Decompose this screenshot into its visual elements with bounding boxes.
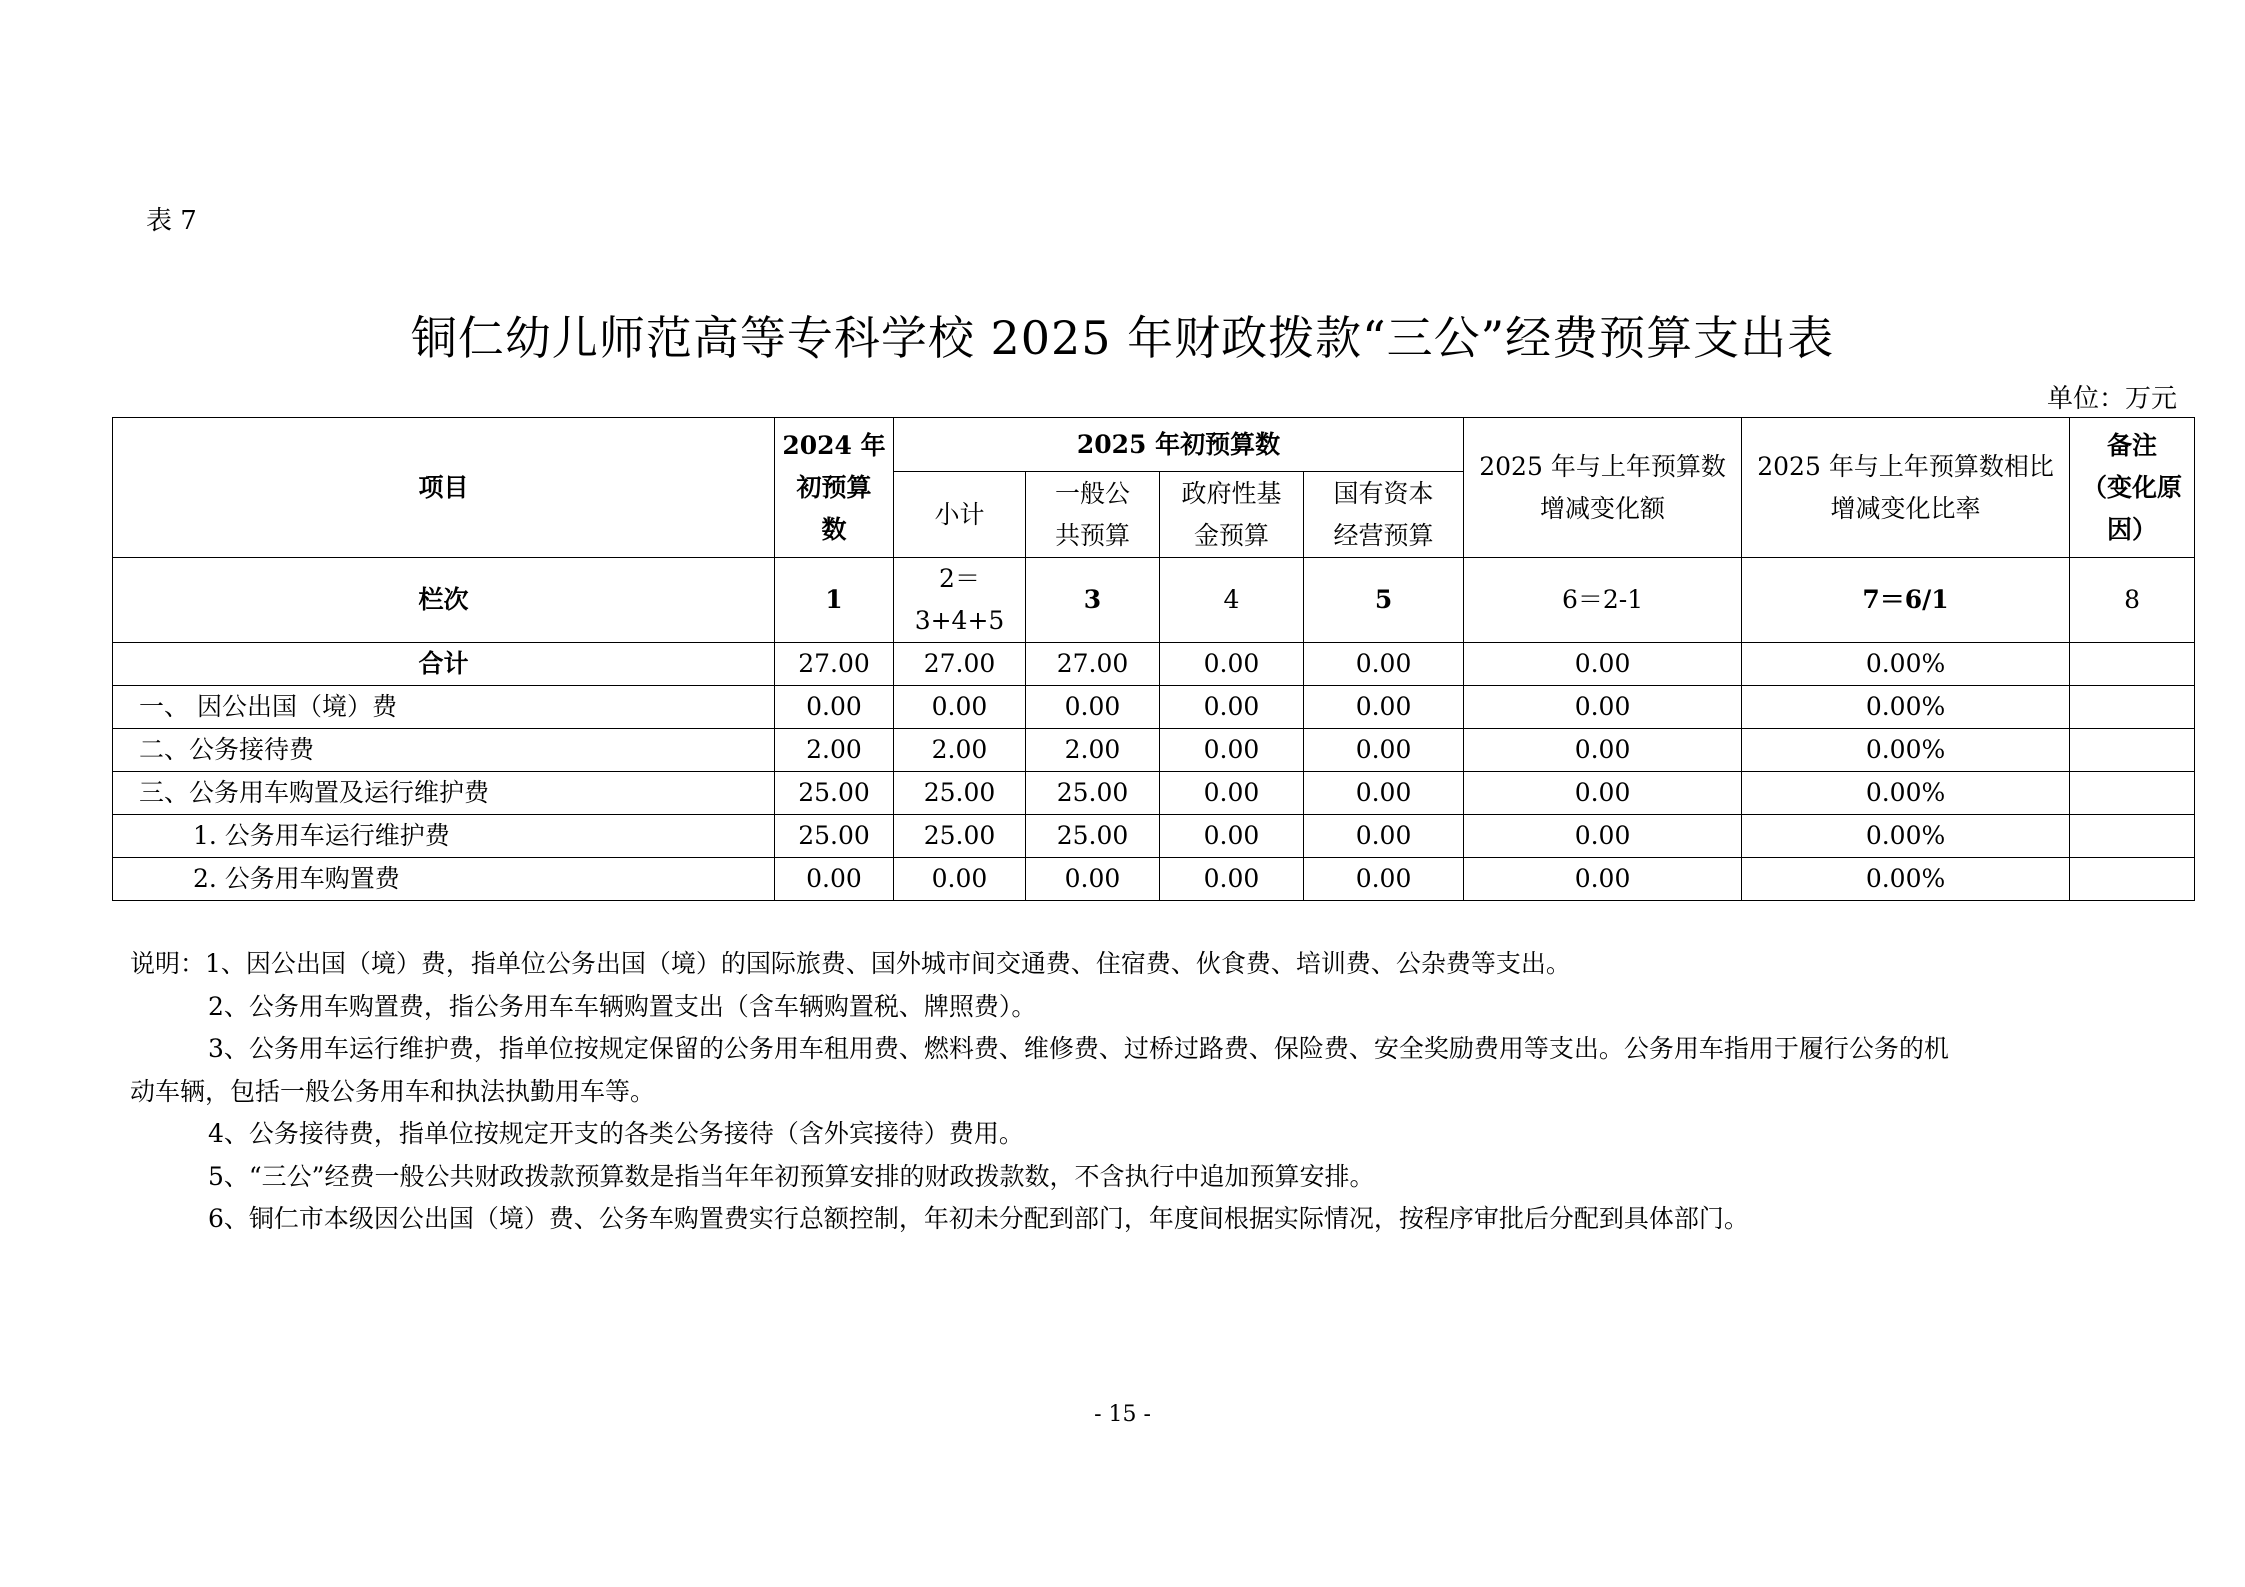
- cell-fund: 0.00: [1160, 643, 1304, 686]
- row-name: 二、公务接待费: [113, 729, 775, 772]
- row-name: 合计: [113, 643, 775, 686]
- cell-state: 0.00: [1304, 772, 1464, 815]
- header-general-line1: 一般公: [1054, 478, 1130, 508]
- cell-change: 0.00: [1464, 772, 1742, 815]
- note-line: 5、“三公”经费一般公共财政拨款预算数是指当年年初预算安排的财政拨款数，不含执行中追加预算安排。: [208, 1161, 1375, 1191]
- cell-remark: [2070, 686, 2195, 729]
- cell-remark: [2070, 815, 2195, 858]
- column-index-5: 5: [1304, 558, 1464, 643]
- header-change-rate-line2: 增减变化比率: [1830, 493, 1981, 523]
- cell-state: 0.00: [1304, 858, 1464, 901]
- cell-subtotal: 0.00: [894, 686, 1026, 729]
- column-index-2-line2: 3+4+5: [914, 606, 1005, 635]
- cell-rate: 0.00%: [1742, 686, 2070, 729]
- cell-general: 0.00: [1026, 858, 1160, 901]
- cell-rate: 0.00%: [1742, 643, 2070, 686]
- note-line: 2、公务用车购置费，指公务用车车辆购置支出（含车辆购置税、牌照费）。: [208, 991, 1037, 1021]
- header-state-line2: 经营预算: [1333, 520, 1434, 550]
- column-index-row: [113, 558, 2195, 643]
- cell-general: 25.00: [1026, 772, 1160, 815]
- header-state-line1: 国有资本: [1333, 478, 1434, 508]
- cell-subtotal: 2.00: [894, 729, 1026, 772]
- table-row: [113, 686, 2195, 729]
- cell-prev: 0.00: [775, 858, 894, 901]
- cell-remark: [2070, 858, 2195, 901]
- row-name: 一、 因公出国（境）费: [113, 686, 775, 729]
- page-number: - 15 -: [1094, 1402, 1151, 1427]
- row-name: 2. 公务用车购置费: [113, 858, 775, 901]
- header-group-2025: 2025 年初预算数: [894, 418, 1464, 472]
- cell-fund: 0.00: [1160, 815, 1304, 858]
- cell-prev: 27.00: [775, 643, 894, 686]
- cell-rate: 0.00%: [1742, 729, 2070, 772]
- header-fund-line2: 金预算: [1193, 520, 1269, 550]
- cell-change: 0.00: [1464, 729, 1742, 772]
- cell-rate: 0.00%: [1742, 772, 2070, 815]
- header-change-rate: [1742, 418, 2070, 558]
- header-remark-line3: 因）: [2107, 514, 2158, 544]
- table-row: [113, 772, 2195, 815]
- cell-change: 0.00: [1464, 815, 1742, 858]
- header-general-line2: 共预算: [1054, 520, 1130, 550]
- unit-label: 单位：万元: [2046, 384, 2177, 414]
- cell-general: 27.00: [1026, 643, 1160, 686]
- header-remark-line1: 备注: [2107, 430, 2158, 460]
- cell-prev: 25.00: [775, 772, 894, 815]
- cell-prev: 0.00: [775, 686, 894, 729]
- cell-state: 0.00: [1304, 686, 1464, 729]
- cell-prev: 2.00: [775, 729, 894, 772]
- header-change-rate-line1: 2025 年与上年预算数相比: [1757, 451, 2054, 481]
- cell-state: 0.00: [1304, 815, 1464, 858]
- header-prev-budget-line1: 2024 年: [782, 430, 886, 460]
- cell-fund: 0.00: [1160, 729, 1304, 772]
- notes-section: [130, 943, 2090, 1241]
- table-row: [113, 643, 2195, 686]
- cell-general: 2.00: [1026, 729, 1160, 772]
- cell-remark: [2070, 729, 2195, 772]
- column-index-label: 栏次: [113, 558, 775, 643]
- cell-rate: 0.00%: [1742, 858, 2070, 901]
- column-index-2: [894, 558, 1026, 643]
- note-line: 6、铜仁市本级因公出国（境）费、公务车购置费实行总额控制，年初未分配到部门，年度间根据实际情况，按程序审批后分配到具体部门。: [208, 1204, 1749, 1233]
- column-index-3: 3: [1026, 558, 1160, 643]
- cell-general: 0.00: [1026, 686, 1160, 729]
- column-index-2-line1: 2＝: [939, 564, 980, 593]
- budget-table: [112, 417, 2195, 901]
- header-fund: [1160, 472, 1304, 558]
- cell-state: 0.00: [1304, 729, 1464, 772]
- note-line: 动车辆，包括一般公务用车和执法执勤用车等。: [130, 1076, 656, 1106]
- table-row: [113, 815, 2195, 858]
- row-name: 三、公务用车购置及运行维护费: [113, 772, 775, 815]
- note-line: 3、公务用车运行维护费，指单位按规定保留的公务用车租用费、燃料费、维修费、过桥过路费、保险费、安全奖励费用等支出。公务用车指用于履行公务的机: [208, 1034, 1949, 1063]
- header-subtotal: 小计: [894, 472, 1026, 558]
- table-row: [113, 858, 2195, 901]
- header-prev-budget: [775, 418, 894, 558]
- cell-remark: [2070, 643, 2195, 686]
- column-index-1: 1: [775, 558, 894, 643]
- table-label: 表 7: [146, 206, 197, 236]
- document-title: 铜仁幼儿师范高等专科学校 2025 年财政拨款“三公”经费预算支出表: [410, 311, 1835, 365]
- cell-subtotal: 0.00: [894, 858, 1026, 901]
- column-index-4: 4: [1160, 558, 1304, 643]
- cell-change: 0.00: [1464, 686, 1742, 729]
- header-general: [1026, 472, 1160, 558]
- table-row: [113, 729, 2195, 772]
- header-remark-line2: （变化原: [2082, 472, 2183, 502]
- header-fund-line1: 政府性基: [1181, 478, 1282, 508]
- note-line: 4、公务接待费，指单位按规定开支的各类公务接待（含外宾接待）费用。: [208, 1119, 1024, 1148]
- header-change-amount: [1464, 418, 1742, 558]
- header-prev-budget-line2: 初预算: [796, 472, 872, 502]
- cell-subtotal: 25.00: [894, 815, 1026, 858]
- header-row-1: [113, 418, 2195, 472]
- cell-subtotal: 27.00: [894, 643, 1026, 686]
- header-prev-budget-line3: 数: [821, 514, 847, 544]
- note-line: 说明：1、因公出国（境）费，指单位公务出国（境）的国际旅费、国外城市间交通费、住宿费、伙食费、培训费、公杂费等支出。: [130, 949, 1571, 978]
- header-state: [1304, 472, 1464, 558]
- column-index-6: 6＝2-1: [1464, 558, 1742, 643]
- row-name: 1. 公务用车运行维护费: [113, 815, 775, 858]
- header-remark: [2070, 418, 2195, 558]
- header-change-amount-line2: 增减变化额: [1540, 493, 1666, 523]
- cell-prev: 25.00: [775, 815, 894, 858]
- cell-change: 0.00: [1464, 643, 1742, 686]
- cell-fund: 0.00: [1160, 772, 1304, 815]
- cell-fund: 0.00: [1160, 686, 1304, 729]
- cell-rate: 0.00%: [1742, 815, 2070, 858]
- cell-general: 25.00: [1026, 815, 1160, 858]
- column-index-7: 7＝6/1: [1742, 558, 2070, 643]
- cell-state: 0.00: [1304, 643, 1464, 686]
- header-item: 项目: [113, 418, 775, 558]
- cell-subtotal: 25.00: [894, 772, 1026, 815]
- cell-change: 0.00: [1464, 858, 1742, 901]
- cell-remark: [2070, 772, 2195, 815]
- cell-fund: 0.00: [1160, 858, 1304, 901]
- header-change-amount-line1: 2025 年与上年预算数: [1479, 451, 1726, 481]
- column-index-8: 8: [2070, 558, 2195, 643]
